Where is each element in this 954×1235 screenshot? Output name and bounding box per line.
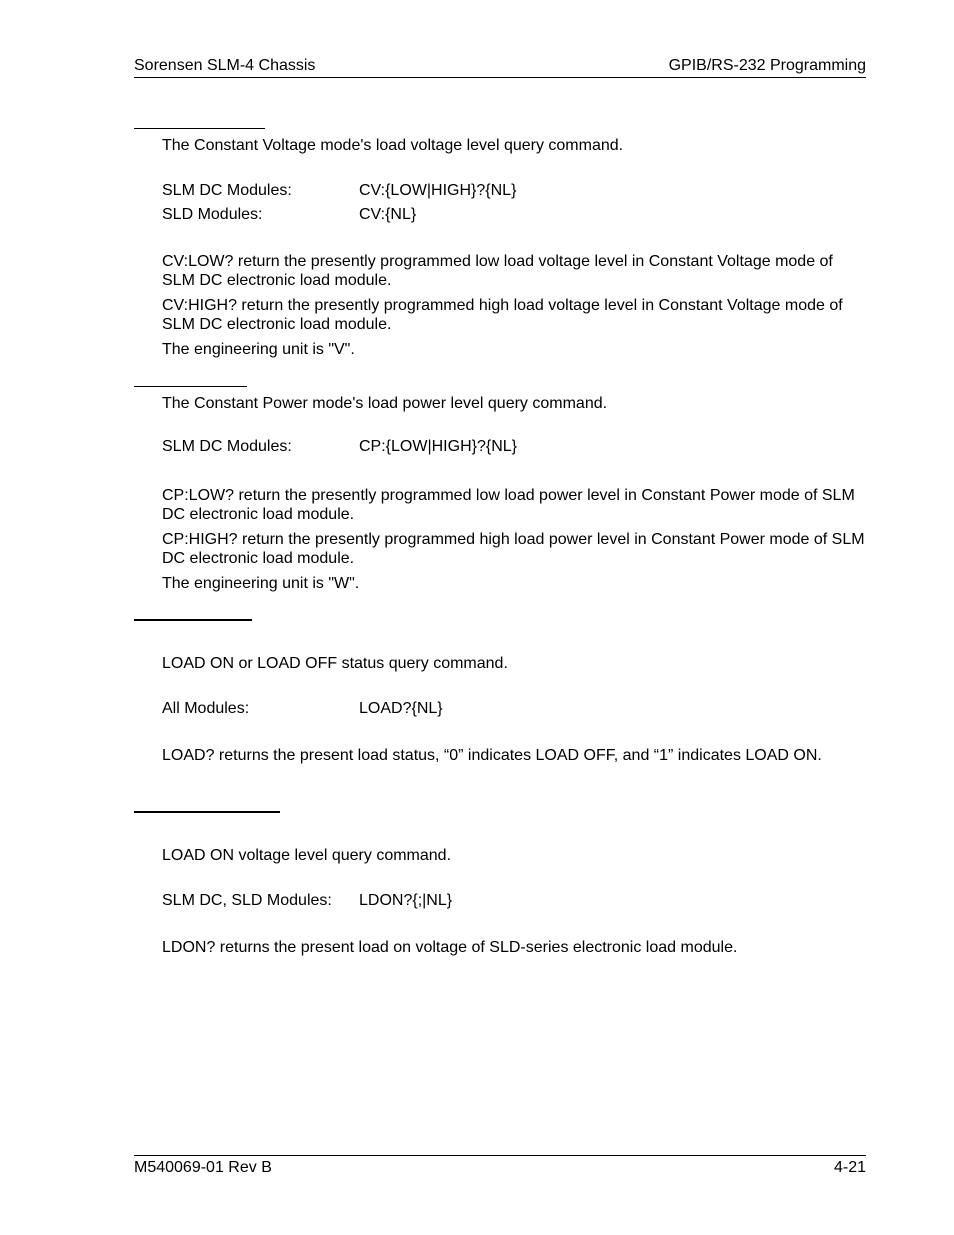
syntax-label: SLM DC, SLD Modules: <box>162 892 332 909</box>
syntax-command: CV:{LOW|HIGH}?{NL} <box>359 182 517 199</box>
section-description: The Constant Power mode's load power level query command. <box>162 395 608 412</box>
section-description: LOAD ON or LOAD OFF status query command. <box>162 655 508 672</box>
page-number: 4-21 <box>833 1159 866 1176</box>
command-note: CV:LOW? return the presently programmed low load voltage level in Constant Voltage mode of SLM DC electronic load module. <box>162 253 833 289</box>
command-note: CP:HIGH? return the presently programmed high load power level in Constant Power mode of SLM DC electronic load module. <box>162 531 865 567</box>
syntax-label: SLD Modules: <box>162 206 263 223</box>
section-rule-load <box>134 619 252 621</box>
section-rule-ldon <box>134 811 280 813</box>
section-description: LOAD ON voltage level query command. <box>162 847 452 864</box>
section-rule-cp <box>134 386 247 387</box>
page-header <box>134 57 866 78</box>
syntax-command: CV:{NL} <box>359 206 417 223</box>
document-number: M540069-01 Rev B <box>134 1159 272 1176</box>
syntax-command: LOAD?{NL} <box>359 700 443 717</box>
section-rule-cv <box>134 128 265 129</box>
syntax-label: All Modules: <box>162 700 250 717</box>
unit-note: The engineering unit is "W". <box>162 575 360 592</box>
header-section: GPIB/RS-232 Programming <box>668 57 866 74</box>
command-note: LDON? returns the present load on voltage of SLD-series electronic load module. <box>162 939 738 956</box>
command-note: CV:HIGH? return the presently programmed high load voltage level in Constant Voltage mode of SLM DC electronic load module. <box>162 297 843 333</box>
page-footer <box>134 1155 866 1181</box>
syntax-label: SLM DC Modules: <box>162 182 292 199</box>
command-note: CP:LOW? return the presently programmed low load power level in Constant Power mode of SLM DC electronic load module. <box>162 487 855 523</box>
syntax-command: CP:{LOW|HIGH}?{NL} <box>359 438 517 455</box>
header-title: Sorensen SLM-4 Chassis <box>134 57 316 74</box>
syntax-command: LDON?{;|NL} <box>359 892 453 909</box>
unit-note: The engineering unit is "V". <box>162 341 355 358</box>
section-description: The Constant Voltage mode's load voltage level query command. <box>162 137 624 154</box>
command-note: LOAD? returns the present load status, “0” indicates LOAD OFF, and “1” indicates LOAD ON. <box>162 747 822 764</box>
syntax-label: SLM DC Modules: <box>162 438 292 455</box>
